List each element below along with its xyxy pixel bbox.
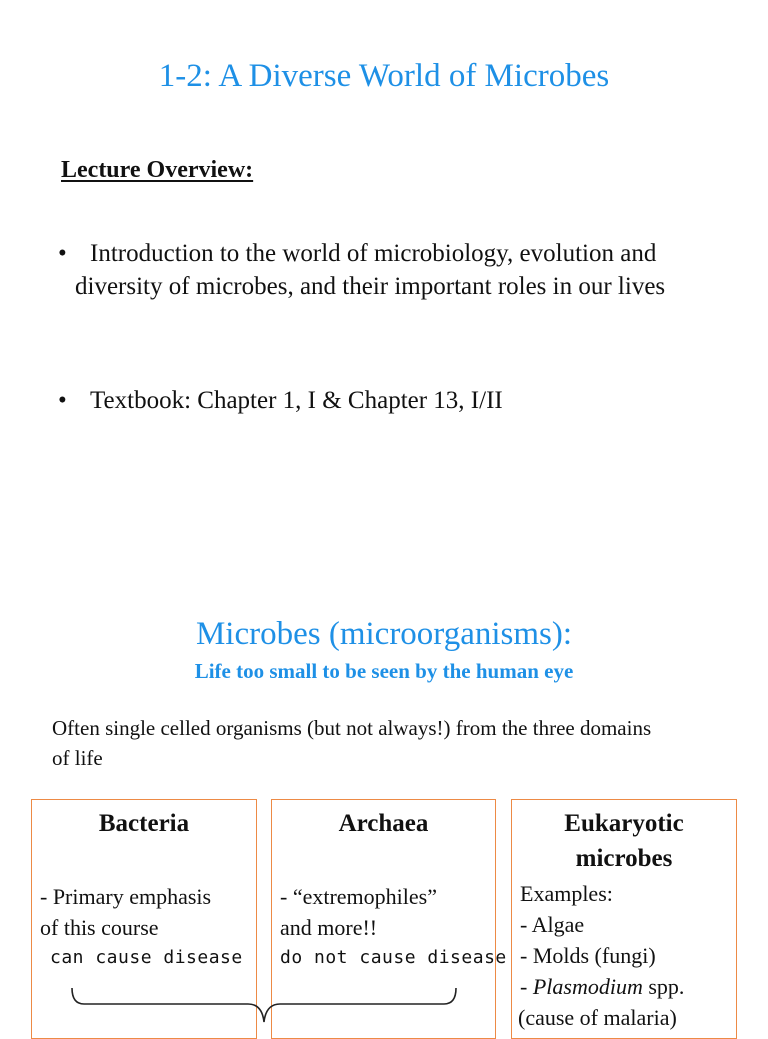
bacteria-line-1: - Primary emphasis xyxy=(40,884,212,909)
bullet-item xyxy=(58,237,738,303)
curly-brace-icon xyxy=(70,986,460,1024)
intro-text: Often single celled organisms (but not always!) from the three domains of life xyxy=(52,716,652,770)
example-malaria-note: (cause of malaria) xyxy=(518,1005,677,1030)
example-plasmodium xyxy=(520,971,736,1002)
bacteria-line-2: of this course xyxy=(40,915,159,940)
bullet-item xyxy=(58,384,738,417)
eukaryotic-box-body xyxy=(512,878,736,1033)
archaea-line-2: and more!! xyxy=(280,915,378,940)
bullet-dot-icon: • xyxy=(58,240,67,267)
bacteria-handwritten-note: can cause disease xyxy=(50,947,243,968)
archaea-box-body xyxy=(272,881,507,973)
bullet-dot-icon: • xyxy=(58,387,67,414)
bacteria-box-body xyxy=(32,881,256,973)
bacteria-box-title: Bacteria xyxy=(98,810,190,837)
slide-subtitle: Life too small to be seen by the human eye xyxy=(194,659,574,683)
archaea-line-1: - “extremophiles” xyxy=(280,884,437,909)
plasmodium-genus: Plasmodium xyxy=(532,974,643,999)
example-algae: - Algae xyxy=(520,912,585,937)
plasmodium-suffix: spp. xyxy=(642,974,685,999)
slide-title: 1-2: A Diverse World of Microbes xyxy=(158,58,610,94)
eukaryotic-title-line-2: microbes xyxy=(575,845,673,872)
overview-heading: Lecture Overview: xyxy=(61,157,254,183)
slide-title: Microbes (microorganisms): xyxy=(195,616,573,652)
example-molds: - Molds (fungi) xyxy=(520,943,656,968)
eukaryotic-title-line-1: Eukaryotic xyxy=(564,810,684,837)
bullet-text: Textbook: Chapter 1, I & Chapter 13, I/II xyxy=(90,387,503,414)
eukaryotic-box xyxy=(511,799,737,1039)
eukaryotic-box-title xyxy=(512,806,736,876)
examples-label: Examples: xyxy=(520,881,613,906)
archaea-handwritten-note: do not cause disease xyxy=(280,947,507,968)
bullet-text: Introduction to the world of microbiology, evolution and diversity of microbes, and their important roles in our lives xyxy=(75,240,666,300)
archaea-box-title: Archaea xyxy=(338,810,429,837)
plasmodium-prefix: - xyxy=(520,974,533,999)
